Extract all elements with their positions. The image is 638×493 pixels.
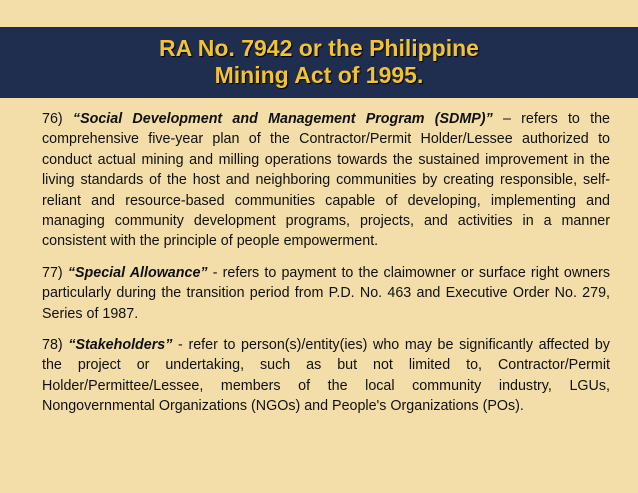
definition-number: 77) bbox=[42, 264, 63, 281]
definition-number: 78) bbox=[42, 337, 63, 354]
definition-text: refers to payment to the claimowner or surface right owners particularly during the transition period from P.D. No. 463 and Executive Order No. 279, Series of 1987. bbox=[42, 264, 610, 322]
definition-number: 76) bbox=[42, 111, 63, 127]
slide-title-line-2: Mining Act of 1995. bbox=[214, 62, 424, 88]
definition-text: refer to person(s)/entity(ies) who may be significantly affected by the project or undertaking, such as but not limited to, Contractor/Permit Holder/Permittee/Lessee, members of the local community industry, LGUs, Nongovernmental Organizations (NGOs) and People's Organizations (POs). bbox=[42, 337, 610, 415]
definitions-body bbox=[42, 109, 610, 428]
definition-separator: – bbox=[502, 111, 511, 127]
definition-term: “Special Allowance” bbox=[67, 264, 208, 281]
definition-76 bbox=[42, 109, 610, 252]
definition-78 bbox=[42, 335, 610, 417]
definition-term: “Social Development and Management Program (SDMP)” bbox=[72, 111, 493, 127]
definition-separator: - bbox=[212, 264, 218, 281]
title-banner bbox=[0, 27, 638, 98]
definition-separator: - bbox=[178, 337, 183, 354]
definition-text: refers to the comprehensive five-year plan of the Contractor/Permit Holder/Lessee authorized to conduct actual mining and milling operations towards the sustained improvement in the living standards of the host and neighboring communities by creating responsible, self-reliant and resource-based communities capable of developing, implementing and managing community development programs, projects, and activities in a manner consistent with the principle of people empowerment. bbox=[42, 111, 610, 250]
definition-term: “Stakeholders” bbox=[68, 337, 173, 354]
slide-title-line-1: RA No. 7942 or the Philippine bbox=[159, 35, 479, 61]
definition-77 bbox=[42, 263, 610, 324]
